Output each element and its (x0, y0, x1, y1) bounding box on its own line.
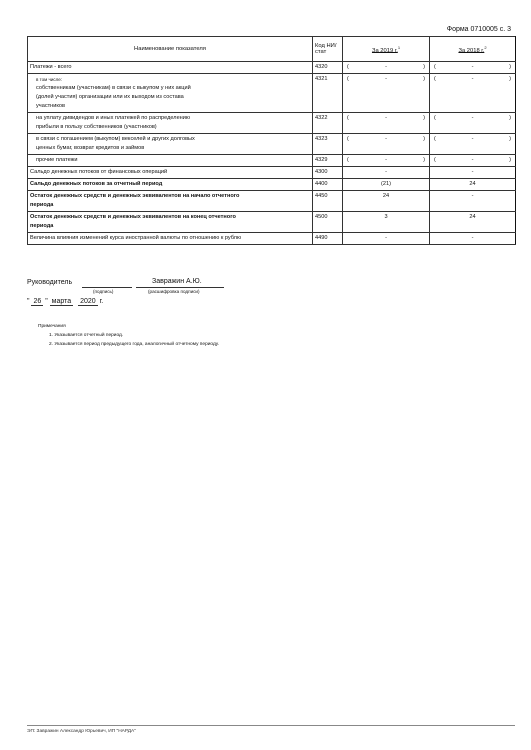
date-month: марта (51, 298, 72, 305)
header-period2 (430, 37, 516, 62)
row-label (28, 212, 313, 233)
table-row (28, 113, 516, 134)
value-text: 24 (469, 181, 476, 187)
date-year: 2020 (80, 298, 96, 305)
paren-open: ( (434, 76, 436, 82)
row-value-previous (430, 191, 516, 212)
value-text: - (385, 157, 387, 163)
row-label-line: Остаток денежных средств и денежных эквивалентов на конец отчетного (30, 214, 236, 220)
notes-block (38, 322, 219, 349)
paren-open: ( (434, 136, 436, 142)
row-value-current (343, 62, 430, 74)
value-text: (21) (381, 181, 391, 187)
value-text: - (471, 76, 474, 82)
row-code: 4320 (313, 62, 343, 74)
row-label-text: Величина влияния изменений курса иностранной валюты по отношению к рублю (30, 235, 242, 241)
table-row (28, 191, 516, 212)
row-label-line: периода (30, 223, 54, 229)
date-quote-close: " (45, 298, 48, 305)
signature-date (27, 298, 103, 305)
paren-open: ( (347, 76, 349, 82)
notes-title: Примечания (38, 324, 66, 329)
signature-caption: (подпись) (93, 289, 114, 294)
paren-open: ( (347, 157, 349, 163)
row-value-current (343, 74, 430, 113)
paren-open: ( (434, 115, 436, 121)
header-period1-label: За 2019 г. (371, 47, 398, 54)
row-label-line: в связи с погашением (выкупом) векселей и других долговых (36, 136, 195, 142)
row-value-previous (430, 233, 516, 245)
table-row (28, 167, 516, 179)
value-text: - (471, 193, 474, 199)
row-value-current (343, 233, 430, 245)
date-quote-open: " (27, 298, 30, 305)
row-value-current (343, 113, 430, 134)
signature-name: Завражин А.Ю. (152, 278, 202, 285)
value-text: - (471, 115, 474, 121)
paren-open: ( (347, 64, 349, 70)
value-text: - (471, 235, 474, 241)
row-code: 4322 (313, 113, 343, 134)
row-value-current (343, 179, 430, 191)
paren-close: ) (509, 64, 511, 70)
row-value-previous (430, 155, 516, 167)
paren-open: ( (347, 136, 349, 142)
table-row (28, 212, 516, 233)
row-value-previous (430, 74, 516, 113)
table-row (28, 62, 516, 74)
value-text: - (385, 136, 387, 142)
table-body (28, 62, 516, 245)
name-line (136, 287, 224, 288)
signature-line (82, 287, 132, 288)
paren-close: ) (423, 76, 425, 82)
value-text: - (385, 235, 387, 241)
value-text: 24 (469, 214, 476, 220)
paren-close: ) (423, 115, 425, 121)
value-text: - (385, 169, 387, 175)
row-label (28, 233, 313, 245)
row-label-line: (долей участия) организации или их выходом из состава (36, 94, 184, 100)
row-label (28, 191, 313, 212)
row-label (28, 74, 313, 113)
value-text: 24 (382, 193, 390, 199)
value-text: - (471, 64, 474, 70)
header-period2-label: За 2018 г. (458, 47, 485, 54)
table-header-row (28, 37, 516, 62)
footer-signature-info: ЭП: Завражин Александр Юрьевич, ИП "НАРДА" (27, 729, 136, 734)
row-label-line: на уплату дивидендов и иных платежей по распределению (36, 115, 191, 121)
row-label-line: Остаток денежных средств и денежных эквивалентов на начало отчетного (30, 193, 240, 199)
row-value-previous (430, 113, 516, 134)
row-label-text: Сальдо денежных потоков за отчетный период (30, 181, 163, 187)
paren-close: ) (509, 157, 511, 163)
table-row (28, 134, 516, 155)
row-code: 4300 (313, 167, 343, 179)
header-name: Наименование показателя (28, 37, 313, 62)
note-item: 1. Указывается отчетный период. (49, 333, 124, 338)
row-label-line: прибыли в пользу собственников (участников) (36, 124, 157, 130)
row-label (28, 113, 313, 134)
row-label (28, 179, 313, 191)
value-text: - (471, 169, 474, 175)
table-row (28, 179, 516, 191)
row-label-line: участников (36, 103, 65, 109)
row-label-line: периода (30, 202, 54, 208)
paren-close: ) (509, 115, 511, 121)
row-value-current (343, 134, 430, 155)
paren-close: ) (509, 76, 511, 82)
row-value-previous (430, 62, 516, 74)
value-text: - (385, 64, 387, 70)
date-day: 26 (33, 298, 42, 305)
note-item: 2. Указывается период предыдущего года, аналогичный отчетному периоду. (49, 342, 220, 347)
value-text: - (471, 157, 474, 163)
row-value-previous (430, 134, 516, 155)
row-label (28, 155, 313, 167)
row-code: 4329 (313, 155, 343, 167)
row-value-current (343, 155, 430, 167)
table-row (28, 155, 516, 167)
paren-close: ) (423, 157, 425, 163)
row-value-previous (430, 167, 516, 179)
header-code-line1: Код НИ/ (315, 43, 337, 49)
row-label-text: прочие платежи (36, 157, 78, 163)
value-text: - (385, 115, 387, 121)
row-label (28, 167, 313, 179)
row-label (28, 62, 313, 74)
value-text: - (385, 76, 387, 82)
paren-close: ) (509, 136, 511, 142)
name-caption: (расшифровка подписи) (148, 289, 200, 294)
cash-flow-table (27, 36, 516, 245)
row-label (28, 134, 313, 155)
row-label-text: Платежи - всего (30, 64, 72, 70)
row-code: 4450 (313, 191, 343, 212)
footer-divider (27, 725, 515, 726)
row-value-previous (430, 179, 516, 191)
signature-role: Руководитель (27, 279, 73, 286)
value-text: - (471, 136, 474, 142)
paren-close: ) (423, 64, 425, 70)
table-row (28, 233, 516, 245)
paren-open: ( (434, 157, 436, 163)
row-value-current (343, 167, 430, 179)
date-year-suffix: г. (99, 298, 104, 305)
paren-open: ( (347, 115, 349, 121)
row-code: 4400 (313, 179, 343, 191)
row-label-line: собственникам (участникам) в связи с выкупом у них акций (36, 85, 191, 91)
row-value-current (343, 212, 430, 233)
paren-open: ( (434, 64, 436, 70)
row-label-small: в том числе: (36, 77, 62, 82)
row-label-text: Сальдо денежных потоков от финансовых операций (30, 169, 168, 175)
header-period1 (343, 37, 430, 62)
table-row (28, 74, 516, 113)
row-code: 4323 (313, 134, 343, 155)
row-label-line: ценных бумаг, возврат кредитов и займов (36, 145, 145, 151)
value-text: 3 (384, 214, 388, 220)
header-code-line2: стат (315, 49, 327, 55)
row-value-current (343, 191, 430, 212)
header-period2-note: 2 (484, 44, 487, 50)
row-value-previous (430, 212, 516, 233)
header-code (313, 37, 343, 62)
row-code: 4321 (313, 74, 343, 113)
form-reference: Форма 0710005 с. 3 (446, 26, 511, 33)
row-code: 4500 (313, 212, 343, 233)
row-code: 4490 (313, 233, 343, 245)
header-period1-note: 1 (397, 44, 401, 50)
paren-close: ) (423, 136, 425, 142)
